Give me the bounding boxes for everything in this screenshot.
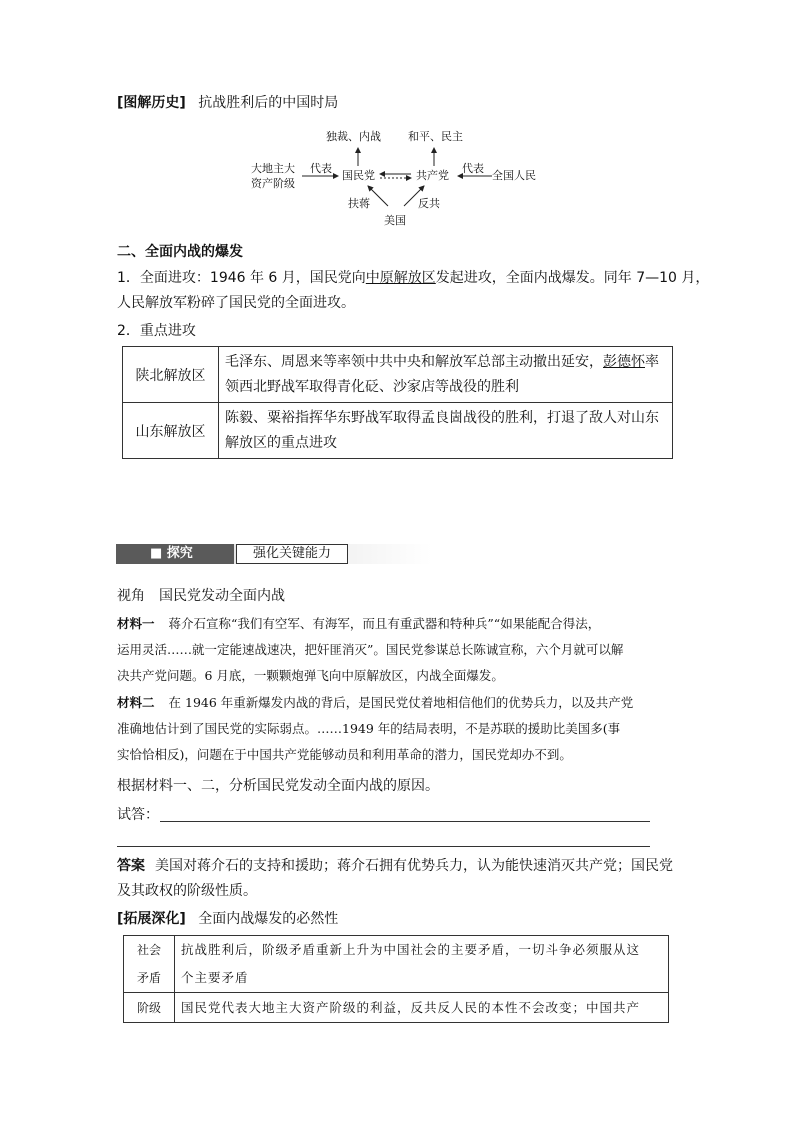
extension-heading bbox=[117, 907, 338, 932]
political-situation-diagram bbox=[248, 126, 548, 232]
material-1-line-1: 蒋介石宣称“我们有空军、有海军，而且有重武器和特种兵”“如果能配合得法， bbox=[168, 616, 601, 631]
row2-line-1: 陈毅、粟裕指挥华东野战军取得孟良崮战役的胜利，打退了敌人对山东 bbox=[225, 409, 659, 426]
table-row bbox=[124, 936, 669, 993]
row1-line-2: 领西北野战军取得青化砭、沙家店等战役的胜利 bbox=[225, 378, 519, 395]
material-1-line-3: 决共产党问题。6 月底，一颗颗炮弹飞向中原解放区，内战全面爆发。 bbox=[117, 668, 504, 683]
material-2-label: 材料二 bbox=[117, 695, 155, 710]
inevitability-table bbox=[123, 935, 669, 1023]
table-row bbox=[123, 347, 673, 403]
paragraph-1 bbox=[117, 266, 710, 316]
row1-text-a: 毛泽东、周恩来等率领中共中央和解放军总部主动撤出延安， bbox=[225, 353, 603, 370]
material-2-line-1: 在 1946 年重新爆发内战的背后，是国民党仗着地相信他们的优势兵力，以及共产党 bbox=[168, 695, 634, 710]
table-row bbox=[123, 403, 673, 459]
table-row-label: 阶级 bbox=[124, 993, 175, 1023]
ccp-label: 共产党 bbox=[416, 169, 449, 182]
row-label-line-2: 矛盾 bbox=[136, 971, 161, 985]
p1-text-a: 1．全面进攻：1946 年 6 月，国民党向 bbox=[117, 270, 366, 286]
landlords-label-1: 大地主大 bbox=[251, 162, 295, 175]
table-row-content bbox=[175, 936, 669, 993]
kmt-label: 国民党 bbox=[342, 169, 375, 182]
table-row-content bbox=[219, 403, 673, 459]
ext-row1-line-1: 抗战胜利后，阶级矛盾重新上升为中国社会的主要矛盾，一切斗争必须服从这 bbox=[181, 942, 641, 957]
people-label: 全国人民 bbox=[492, 169, 536, 182]
paragraph-2: 2．重点进攻 bbox=[117, 323, 196, 339]
row-label-line-1: 社会 bbox=[136, 943, 161, 957]
represent-right-label: 代表 bbox=[462, 162, 484, 175]
table-row-label: 山东解放区 bbox=[123, 403, 219, 459]
ext-row1-line-2: 个主要矛盾 bbox=[181, 970, 249, 985]
table-row-content bbox=[219, 347, 673, 403]
support-chiang-label: 扶蒋 bbox=[348, 197, 370, 210]
diagram-section-heading bbox=[117, 91, 338, 116]
question-text: 根据材料一、二，分析国民党发动全面内战的原因。 bbox=[117, 778, 439, 794]
material-2 bbox=[117, 690, 683, 768]
material-2-line-2: 准确地估计到了国民党的实际弱点。……1949 年的结局表明，不是苏联的援助比美国多(事 bbox=[117, 721, 621, 736]
answer-line-text-1: 美国对蒋介石的支持和援助；蒋介石拥有优势兵力，认为能快速消灭共产党；国民党 bbox=[155, 858, 673, 874]
table-row-label: 陕北解放区 bbox=[123, 347, 219, 403]
table-row-label bbox=[124, 936, 175, 993]
answer-block bbox=[117, 854, 683, 904]
represent-left-label: 代表 bbox=[310, 162, 332, 175]
table-row-content bbox=[175, 993, 669, 1023]
material-2-line-3: 实恰恰相反)，问题在于中国共产党能够动员和利用革命的潜力，国民党却办不到。 bbox=[117, 747, 572, 762]
table-row bbox=[124, 993, 669, 1023]
landlords-label-2: 资产阶级 bbox=[251, 177, 295, 190]
dictatorship-label: 独裁、内战 bbox=[326, 130, 381, 143]
banner-box-label: 强化关键能力 bbox=[236, 544, 348, 564]
p1-line-2: 人民解放军粉碎了国民党的全面进攻。 bbox=[117, 295, 355, 311]
key-offensive-table bbox=[122, 346, 673, 459]
material-1-label: 材料一 bbox=[117, 616, 155, 631]
banner-dark-label: ■ 探究 bbox=[150, 546, 193, 561]
section-tag: [图解历史] bbox=[117, 95, 186, 111]
row1-underlined: 彭德怀 bbox=[603, 353, 645, 370]
answer-label: 答案 bbox=[117, 858, 145, 874]
inquiry-banner bbox=[116, 538, 432, 570]
answer-line-2[interactable] bbox=[117, 846, 650, 847]
banner-dark-block bbox=[116, 544, 234, 564]
extension-title: 全面内战爆发的必然性 bbox=[198, 911, 339, 927]
answer-line-1[interactable] bbox=[160, 821, 650, 822]
extension-tag: [拓展深化] bbox=[117, 911, 186, 927]
ext-row2-line-1: 国民党代表大地主大资产阶级的利益，反共反人民的本性不会改变；中国共产 bbox=[181, 999, 641, 1015]
p1-underlined: 中原解放区 bbox=[365, 270, 436, 286]
try-answer-label: 试答： bbox=[117, 807, 159, 823]
civil-war-heading: 二、全面内战的爆发 bbox=[117, 244, 243, 260]
row2-line-2: 解放区的重点进攻 bbox=[225, 434, 337, 451]
material-1 bbox=[117, 611, 683, 689]
answer-line-text-2: 及其政权的阶级性质。 bbox=[117, 883, 257, 899]
perspective-heading: 视角 国民党发动全面内战 bbox=[117, 588, 285, 604]
anti-communist-label: 反共 bbox=[418, 197, 440, 210]
material-1-line-2: 运用灵活……就一定能速战速决，把奸匪消灭”。国民党参谋总长陈诚宣称，六个月就可以解 bbox=[117, 642, 624, 657]
peace-label: 和平、民主 bbox=[408, 130, 463, 143]
usa-label: 美国 bbox=[384, 214, 406, 227]
section-title: 抗战胜利后的中国时局 bbox=[198, 95, 339, 111]
row1-text-b: 率 bbox=[645, 353, 659, 370]
p1-text-b: 发起进攻，全面内战爆发。同年 7—10 月， bbox=[435, 270, 710, 286]
